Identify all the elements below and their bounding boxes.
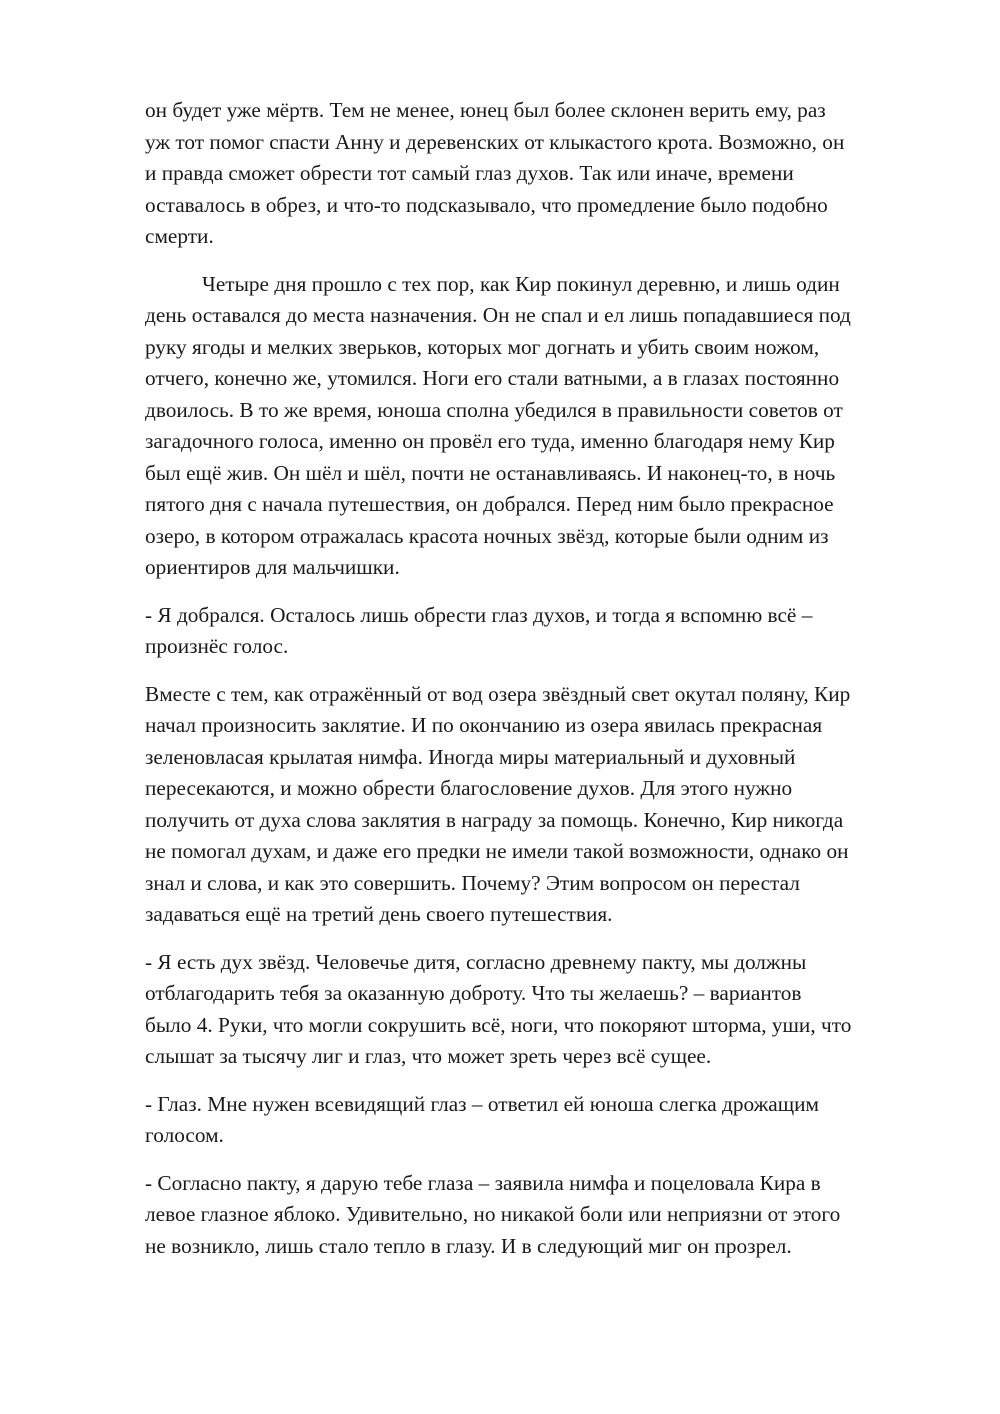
text-line: было 4. Руки, что могли сокрушить всё, ноги, что покоряют шторма, уши, что	[145, 1012, 852, 1037]
paragraph	[145, 1089, 945, 1152]
text-line: произнёс голос.	[145, 634, 289, 658]
text-line: не помогал духам, и даже его предки не имели такой возможности, однако он	[145, 839, 849, 863]
text-line: отблагодарить тебя за оказанную доброту. Что ты желаешь? – вариантов	[145, 981, 802, 1005]
text-line: слышат за тысячу лиг и глаз, что может зреть через всё сущее.	[145, 1044, 712, 1068]
text-line: - Я добрался. Осталось лишь обрести глаз духов, и тогда я вспомню всё –	[145, 602, 813, 627]
text-line: оставалось в обрез, и что-то подсказывало, что промедление было подобно	[145, 192, 828, 217]
text-line: он будет уже мёртв. Тем не менее, юнец был более склонен верить ему, раз	[145, 98, 826, 122]
document-page	[145, 95, 945, 1278]
text-line: Четыре дня прошло с тех пор, как Кир покинул деревню, и лишь один	[202, 271, 840, 296]
text-line: задаваться ещё на третий день своего путешествия.	[145, 902, 613, 926]
text-line: двоилось. В то же время, юноша сполна убедился в правильности советов от	[145, 397, 843, 422]
paragraph	[145, 679, 945, 931]
text-line: уж тот помог спасти Анну и деревенских от клыкастого крота. Возможно, он	[145, 129, 845, 154]
text-line: и правда сможет обрести тот самый глаз духов. Так или иначе, времени	[145, 161, 794, 185]
text-line: голосом.	[145, 1123, 224, 1147]
text-line: руку ягоды и мелких зверьков, которых мог догнать и убить своим ножом,	[145, 334, 820, 359]
text-line: зеленовласая крылатая нимфа. Иногда миры материальный и духовный	[145, 744, 796, 769]
text-line: смерти.	[145, 224, 214, 248]
text-line: был ещё жив. Он шёл и шёл, почти не останавливаясь. И наконец-то, в ночь	[145, 460, 836, 485]
text-line: начал произносить заклятие. И по окончанию из озера явилась прекрасная	[145, 713, 823, 737]
text-line: день оставался до места назначения. Он не спал и ел лишь попадавшиеся под	[145, 303, 851, 327]
text-line: загадочного голоса, именно он провёл его туда, именно благодаря нему Кир	[145, 429, 835, 453]
text-line: - Глаз. Мне нужен всевидящий глаз – ответил ей юноша слегка дрожащим	[145, 1091, 820, 1116]
text-line: - Согласно пакту, я дарую тебе глаза – заявила нимфа и поцеловала Кира в	[145, 1170, 821, 1195]
text-line: знал и слова, и как это совершить. Почему? Этим вопросом он перестал	[145, 870, 800, 895]
text-line: не возникло, лишь стало тепло в глазу. И в следующий миг он прозрел.	[145, 1233, 792, 1258]
paragraph	[145, 1168, 945, 1263]
text-line: пересекаются, и можно обрести благословение духов. Для этого нужно	[145, 776, 793, 800]
text-line: - Я есть дух звёзд. Человечье дитя, согласно древнему пакту, мы должны	[145, 949, 807, 974]
text-line: пятого дня с начала путешествия, он добрался. Перед ним было прекрасное	[145, 492, 834, 516]
text-line: ориентиров для мальчишки.	[145, 555, 400, 579]
text-line: Вместе с тем, как отражённый от вод озера звёздный свет окутал поляну, Кир	[145, 681, 851, 706]
text-line: левое глазное яблоко. Удивительно, но никакой боли или неприязни от этого	[145, 1202, 841, 1226]
paragraph	[145, 269, 945, 584]
text-line: получить от духа слова заклятия в награду за помощь. Конечно, Кир никогда	[145, 807, 844, 832]
text-line: озеро, в котором отражалась красота ночных звёзд, которые были одним из	[145, 523, 829, 548]
paragraph	[145, 947, 945, 1073]
text-line: отчего, конечно же, утомился. Ноги его стали ватными, а в глазах постоянно	[145, 366, 840, 390]
paragraph	[145, 95, 945, 253]
paragraph	[145, 600, 945, 663]
